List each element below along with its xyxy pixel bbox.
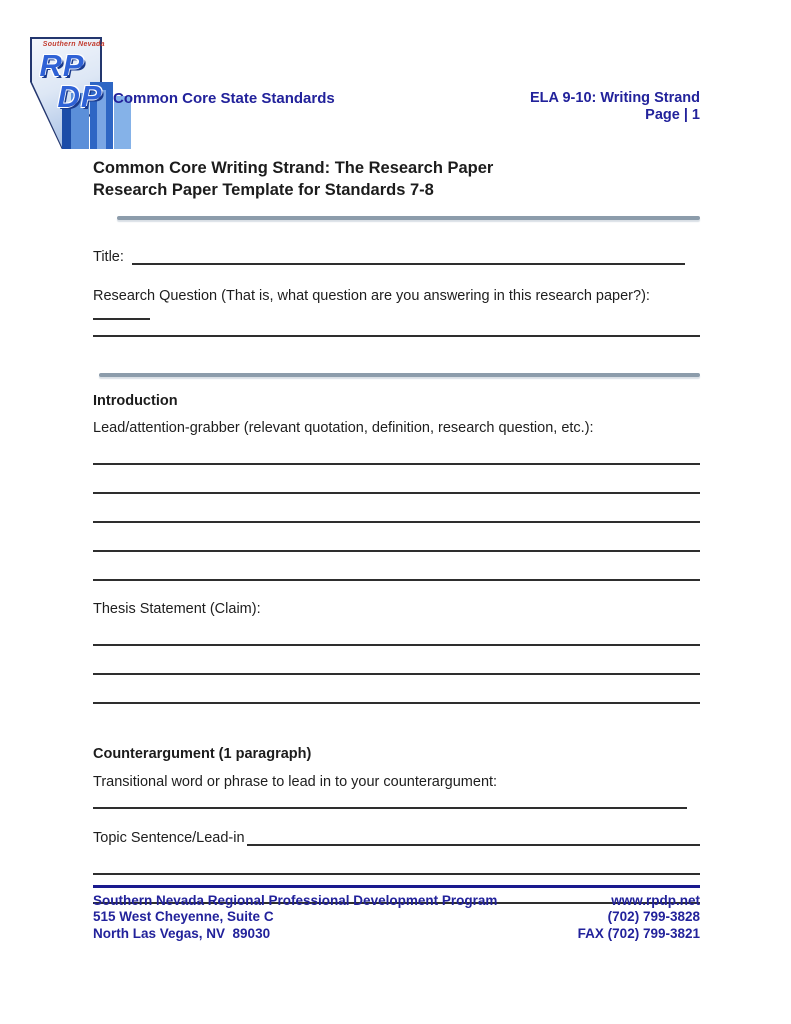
- footer-columns: [93, 893, 700, 943]
- topic-sentence-label: Topic Sentence/Lead-in: [93, 829, 245, 846]
- blank-line: [93, 873, 700, 875]
- counterargument-heading: Counterargument (1 paragraph): [93, 746, 312, 762]
- footer-city-state-zip: North Las Vegas, NV 89030: [93, 925, 271, 941]
- thesis-statement-label: Thesis Statement (Claim):: [93, 601, 261, 617]
- blank-line: [93, 463, 700, 465]
- title-field: [93, 248, 700, 265]
- page-header: [0, 0, 791, 150]
- title-field-label: Title:: [93, 248, 124, 265]
- lead-grabber-blank-lines: [93, 463, 700, 581]
- header-strand-label: ELA 9-10: Writing Strand: [530, 90, 700, 106]
- transitional-label: Transitional word or phrase to lead in to your counterargument:: [93, 774, 498, 790]
- header-standards-title: Common Core State Standards: [113, 90, 335, 107]
- blank-line: [93, 492, 700, 494]
- footer-website: www.rpdp.net: [611, 892, 700, 908]
- logo-rp-text: RP: [39, 48, 85, 84]
- lead-grabber-label: Lead/attention-grabber (relevant quotation, definition, research question, etc.):: [93, 420, 594, 436]
- logo-dp-text: DP: [57, 78, 103, 114]
- topic-sentence-field: [93, 829, 700, 846]
- introduction-heading: Introduction: [93, 393, 178, 409]
- footer-fax: FAX (702) 799-3821: [577, 925, 700, 941]
- page-footer: [93, 885, 700, 942]
- header-page-number: Page | 1: [645, 106, 700, 123]
- research-question-blank-tail: [93, 304, 150, 321]
- section-divider: [117, 216, 700, 220]
- header-course-info: [530, 90, 700, 123]
- blank-line: [93, 550, 700, 552]
- blank-line: [93, 702, 700, 704]
- transitional-blank-line: [93, 807, 687, 809]
- footer-org-name: Southern Nevada Regional Professional Development Program: [93, 892, 498, 908]
- logo-region-text: Southern Nevada: [42, 41, 105, 49]
- footer-address-block: [93, 893, 497, 943]
- footer-phone: (702) 799-3828: [607, 909, 700, 924]
- document-body: [93, 157, 700, 904]
- topic-sentence-blank-line: [247, 829, 700, 846]
- document-title-line1: Common Core Writing Strand: The Research Paper: [93, 159, 494, 177]
- document-title: [93, 157, 700, 201]
- thesis-blank-lines: [93, 644, 700, 704]
- research-question-field: [93, 288, 700, 338]
- document-title-line2: Research Paper Template for Standards 7-8: [93, 181, 434, 199]
- blank-line: [93, 673, 700, 675]
- research-question-blank-line: [93, 335, 700, 337]
- footer-street-address: 515 West Cheyenne, Suite C: [93, 909, 274, 924]
- footer-contact-block: [578, 893, 700, 943]
- research-question-label: Research Question (That is, what question are you answering in this research paper?):: [93, 287, 650, 304]
- blank-line: [93, 521, 700, 523]
- section-divider: [99, 373, 700, 377]
- blank-line: [93, 644, 700, 646]
- blank-line: [93, 579, 700, 581]
- footer-divider: [93, 885, 700, 888]
- title-blank-line: [132, 248, 685, 265]
